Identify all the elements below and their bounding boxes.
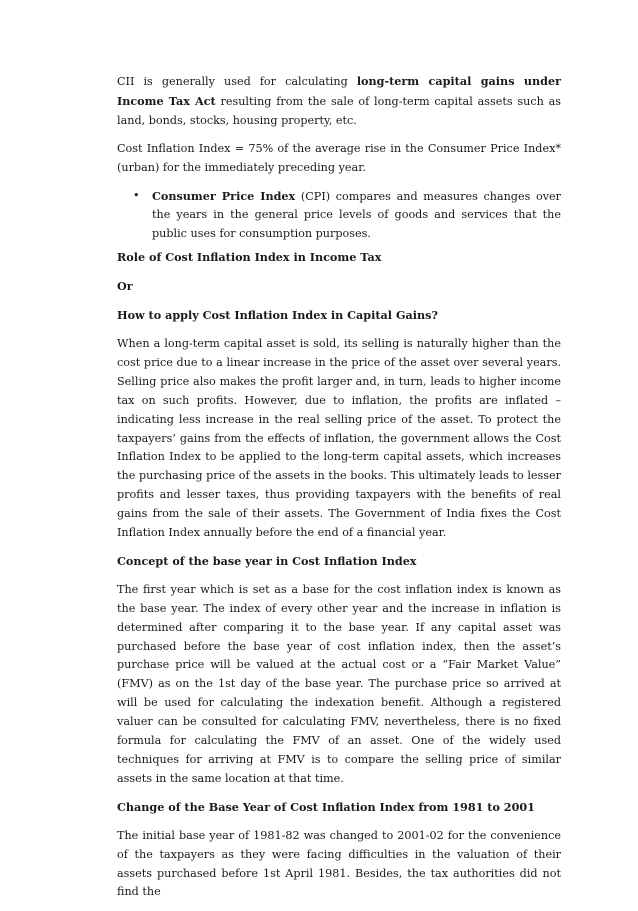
bullet-item <box>133 187 561 245</box>
formula-paragraph: Cost Inflation Index = 75% of the average rise in the Consumer Price Index* (urban) for the immediately preceding year. <box>117 141 561 174</box>
paragraph-base-year: The first year which is set as a base for the cost inflation index is known as the base year. The index of every other year and the increase in inflation is determined after comparing it to the base year. If any capital asset was purchased before the base year of cost inflation index, then the asset’s purchase price will be valued at the actual cost or a “Fair Market Value” (FMV) as on the 1st day of the base year. The purchase price so arrived at will be used for calculating the indexation benefit. Although a registered valuer can be consulted for calculating FMV, nevertheless, there is no fixed formula for calculating the FMV of an asset. One of the widely used techniques for arriving at FMV is to compare the selling price of similar assets in the same location at that time. <box>117 582 561 785</box>
bullet-icon: • <box>133 188 140 202</box>
intro-paragraph <box>117 72 561 131</box>
heading-role: Role of Cost Inflation Index in Income Tax <box>117 250 382 265</box>
bullet-list <box>117 187 561 245</box>
document-page <box>117 72 561 911</box>
heading-or: Or <box>117 279 133 294</box>
paragraph-apply: When a long-term capital asset is sold, its selling is naturally higher than the cost price due to a linear increase in the price of the asset over several years. Selling price also makes the profit larger and, in turn, leads to higher income tax on such profits. However, due to inflation, the profits are inflated – indicating less increase in the real selling price of the asset. To protect the taxpayers’ gains from the effects of inflation, the government allows the Cost Inflation Index to be applied to the long-term capital assets, which increases the purchasing price of the assets in the books. This ultimately leads to lesser profits and lesser taxes, thus providing taxpayers with the benefits of real gains from the sale of their assets. The Government of India fixes the Cost Inflation Index annually before the end of a financial year. <box>117 336 561 540</box>
heading-change-base-year: Change of the Base Year of Cost Inflation Index from 1981 to 2001 <box>117 799 535 814</box>
intro-bold-term: long-term capital gains under Income Tax Act <box>117 74 561 108</box>
intro-text-after: resulting from the sale of long-term capital assets such as land, bonds, stocks, housing property, etc. <box>117 94 561 127</box>
bullet-text: (CPI) compares and measures changes over the years in the general price levels of goods and services that the public uses for consumption purposes. <box>152 189 561 241</box>
heading-base-year: Concept of the base year in Cost Inflation Index <box>117 553 417 568</box>
intro-text-before: CII is generally used for calculating <box>117 75 357 88</box>
bullet-bold-term: Consumer Price Index <box>152 188 296 203</box>
heading-apply: How to apply Cost Inflation Index in Capital Gains? <box>117 308 438 323</box>
paragraph-change-base-year: The initial base year of 1981-82 was changed to 2001-02 for the convenience of the taxpayers as they were facing difficulties in the valuation of their assets purchased before 1st April 1981. Besides, the tax authorities did not find the <box>117 828 561 899</box>
